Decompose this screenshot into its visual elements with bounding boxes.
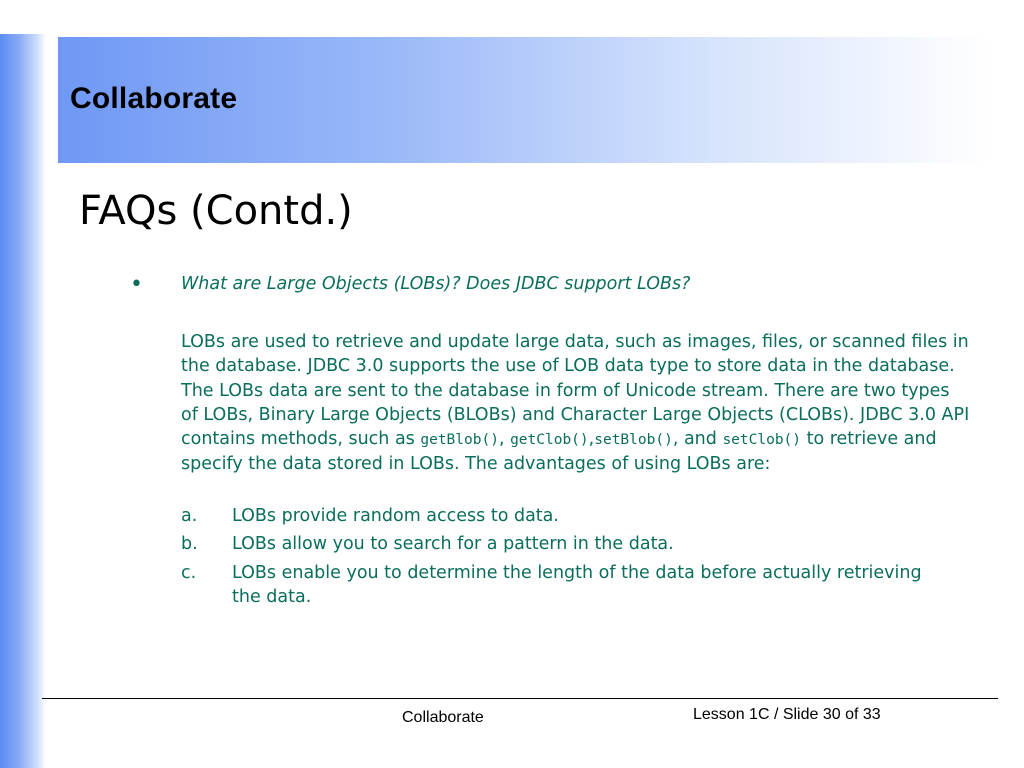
- footer-title: Collaborate: [402, 709, 484, 726]
- list-marker: b.: [181, 534, 198, 554]
- slide-title: FAQs (Contd.): [79, 188, 353, 234]
- answer-text-2: to retrieve and specify the data stored in LOBs. The advantages of using LOBs are:: [181, 429, 937, 475]
- code-getblob: getBlob(): [420, 432, 499, 449]
- code-setblob: setBlob(): [594, 432, 673, 449]
- answer-text-1: LOBs are used to retrieve and update large data, such as images, files, or scanned files in the database. JDBC 3.0 supports the use of LOB data type to store data in the database. The LOBs data are sent to the database in form of Unicode stream. There are two types of LOBs, Binary Large Objects (BLOBs) and Character Large Objects (CLOBs). JDBC 3.0 API contains methods, such as: [181, 332, 970, 450]
- slide-number: Lesson 1C / Slide 30 of 33: [693, 706, 881, 723]
- list-item-text: LOBs enable you to determine the length of the data before actually retrieving the data.: [232, 563, 922, 608]
- answer-separator-1: ,: [498, 429, 511, 450]
- code-setclob: setClob(): [722, 432, 802, 449]
- answer-separator-2: ,: [588, 429, 595, 450]
- list-marker: a.: [181, 506, 198, 526]
- list-item-text: LOBs provide random access to data.: [232, 506, 559, 526]
- header-title: Collaborate: [70, 82, 238, 115]
- list-item-text: LOBs allow you to search for a pattern in the data.: [232, 534, 674, 554]
- answer-separator-3: , and: [672, 429, 723, 450]
- faq-question: What are Large Objects (LOBs)? Does JDBC support LOBs?: [181, 274, 691, 294]
- list-marker: c.: [181, 563, 197, 583]
- bullet-icon: •: [130, 272, 143, 297]
- left-decorative-bar: [0, 34, 46, 768]
- faq-answer: [181, 330, 971, 477]
- footer-divider: [42, 698, 998, 699]
- code-getclob: getClob(): [510, 432, 589, 449]
